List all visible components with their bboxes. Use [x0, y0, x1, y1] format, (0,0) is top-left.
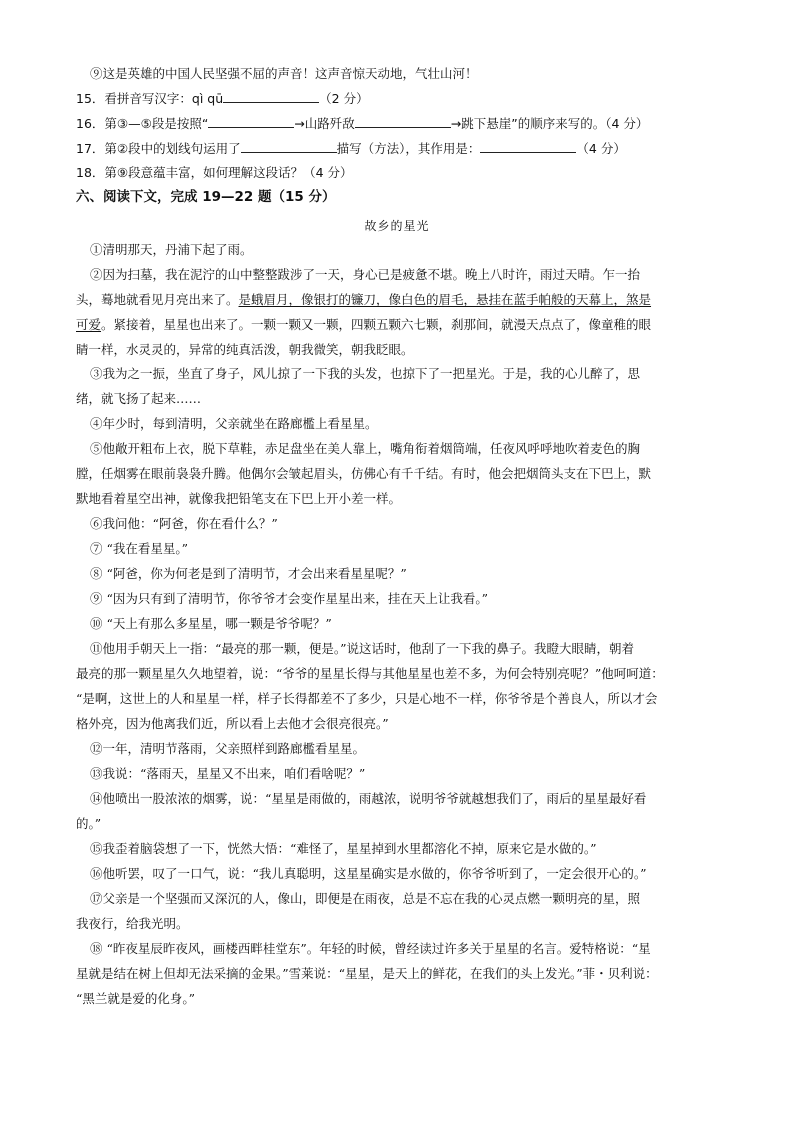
article-para-11-line-1: ⑪他用手朝天上一指：“最亮的那一颗，便是。”说这话时，他刮了一下我的鼻子。我瞪大眼睛，朝着 [90, 641, 635, 656]
section-6-heading: 六、阅读下文，完成 19—22 题（15 分） [76, 189, 336, 205]
article-para-3-line-1: ③我为之一振，坐直了身子，风儿掠了一下我的头发，也掠下了一把星光。于是，我的心儿醉了，思 [90, 366, 641, 381]
question-16 [76, 115, 724, 132]
article-para-8: ⑧ “阿爸，你为何老是到了清明节，才会出来看星星呢？” [90, 566, 407, 581]
article-para-2-line-2 [76, 292, 724, 308]
answer-blank-17a[interactable] [241, 140, 337, 153]
article-para-11-line-4: 格外亮，因为他离我们近，所以看上去他才会很亮很亮。” [76, 716, 389, 731]
article-para-5-line-2: 膛，任烟雾在眼前袅袅升腾。他偶尔会皱起眉头，仿佛心有千千结。有时，他会把烟筒头支在下巴上，默 [76, 466, 652, 481]
article-para-16: ⑯他听罢，叹了一口气，说：“我儿真聪明，这星星确实是水做的，你爷爷听到了，一定会很开心的。” [90, 866, 647, 881]
article-para-1: ①清明那天，丹浦下起了雨。 [90, 242, 253, 257]
question-18: 18．第⑨段意蕴丰富，如何理解这段话？（4 分） [76, 165, 353, 180]
para-2-text-cont: 。紧接着，星星也出来了。一颗一颗又一颗，四颗五颗六七颗，刹那间，就漫天点点了，像童稚的眼 [101, 317, 652, 332]
question-17-score: （4 分） [576, 141, 626, 156]
article-title: 故乡的星光 [364, 219, 430, 233]
article-para-6: ⑥我问他：“阿爸，你在看什么？” [90, 516, 278, 531]
article-para-11-line-2: 最亮的那一颗星星久久地望着，说：“爷爷的星星长得与其他星星也差不多，为何会特别亮呢？”他呵呵道： [76, 666, 664, 681]
question-17-mid: 描写（方法），其作用是： [336, 141, 481, 156]
question-17-text: 17．第②段中的划线句运用了 [76, 141, 241, 156]
article-para-5-line-1: ⑤他敞开粗布上衣，脱下草鞋，赤足盘坐在美人靠上，嘴角衔着烟筒端，任夜风呼呼地吹着麦色的胸 [90, 441, 641, 456]
article-para-9: ⑨ “因为只有到了清明节，你爷爷才会变作星星出来，挂在天上让我看。” [90, 591, 489, 606]
answer-blank-16b[interactable] [355, 115, 451, 128]
question-15-text: 15．看拼音写汉字：qì qū [76, 91, 224, 106]
underlined-sentence-end: 可爱 [76, 317, 102, 332]
article-para-10: ⑩ “天上有那么多星星，哪一颗是爷爷呢？” [90, 616, 332, 631]
article-para-12: ⑫一年，清明节落雨，父亲照样到路廊檻看星星。 [90, 741, 366, 756]
para-2-text: 头，蓦地就看见月亮出来了。 [76, 292, 239, 307]
question-16-mid: →山路歼敌 [294, 116, 355, 131]
article-para-13: ⑬我说：“落雨天，星星又不出来，咱们看啥呢？” [90, 766, 366, 781]
paragraph-9-previous: ⑨这是英雄的中国人民坚强不屈的声音！这声音惊天动地，气壮山河！ [90, 66, 478, 81]
article-para-2-line-1: ②因为扫墓，我在泥泞的山中整整跋涉了一天，身心已是疲惫不堪。晚上八时许，雨过天晴。乍一抬 [90, 267, 641, 282]
answer-blank-15[interactable] [223, 90, 319, 103]
article-para-2-line-3 [76, 317, 724, 333]
question-17 [76, 140, 724, 157]
article-para-14-line-2: 的。” [76, 816, 102, 831]
question-16-text: 16．第③—⑤段是按照“ [76, 116, 209, 131]
article-para-14-line-1: ⑭他喷出一股浓浓的烟雾，说：“星星是雨做的，雨越浓，说明爷爷就越想我们了，雨后的星星最好看 [90, 791, 647, 806]
article-para-11-line-3: “是啊，这世上的人和星星一样，样子长得都差不了多少，只是心地不一样，你爷爷是个善良人，所以才会 [76, 691, 658, 706]
article-para-18-line-2: 星就是结在树上但却无法采摘的金果。”雪莱说：“星星，是天上的鲜花，在我们的头上发光。”菲・贝利说： [76, 966, 658, 981]
article-para-7: ⑦ “我在看星星。” [90, 541, 189, 556]
underlined-sentence: 是蛾眉月，像银打的镰刀，像白色的眉毛，悬挂在蓝手帕般的天幕上，煞是 [238, 292, 652, 307]
article-para-18-line-3: “黑兰就是爱的化身。” [76, 991, 196, 1006]
answer-blank-16a[interactable] [208, 115, 294, 128]
article-para-4: ④年少时，每到清明，父亲就坐在路廊檻上看星星。 [90, 416, 378, 431]
question-16-end: →跳下悬崖”的顺序来写的。（4 分） [450, 116, 649, 131]
question-15 [76, 90, 724, 107]
article-para-2-line-4: 睛一样，水灵灵的，异常的纯真活泼，朝我微笑，朝我眨眼。 [76, 342, 414, 357]
article-para-3-line-2: 绪，就飞扬了起来…… [76, 391, 202, 406]
article-para-18-line-1: ⑱ “昨夜星辰昨夜风，画楼西畔桂堂东”。年轻的时候，曾经读过许多关于星星的名言。爱特格说：“星 [90, 941, 651, 956]
article-para-15: ⑮我歪着脑袋想了一下，恍然大悟：“难怪了，星星掉到水里都溶化不掉，原来它是水做的。” [90, 841, 597, 856]
answer-blank-17b[interactable] [480, 140, 576, 153]
question-15-score: （2 分） [319, 91, 369, 106]
article-para-5-line-3: 默地看着星空出神，就像我把铅笔支在下巴上开小差一样。 [76, 491, 402, 506]
article-para-17-line-1: ⑰父亲是一个坚强而又深沉的人，像山，即便是在雨夜，总是不忘在我的心灵点燃一颗明亮的星，照 [90, 891, 641, 906]
article-para-17-line-2: 我夜行，给我光明。 [76, 916, 189, 931]
